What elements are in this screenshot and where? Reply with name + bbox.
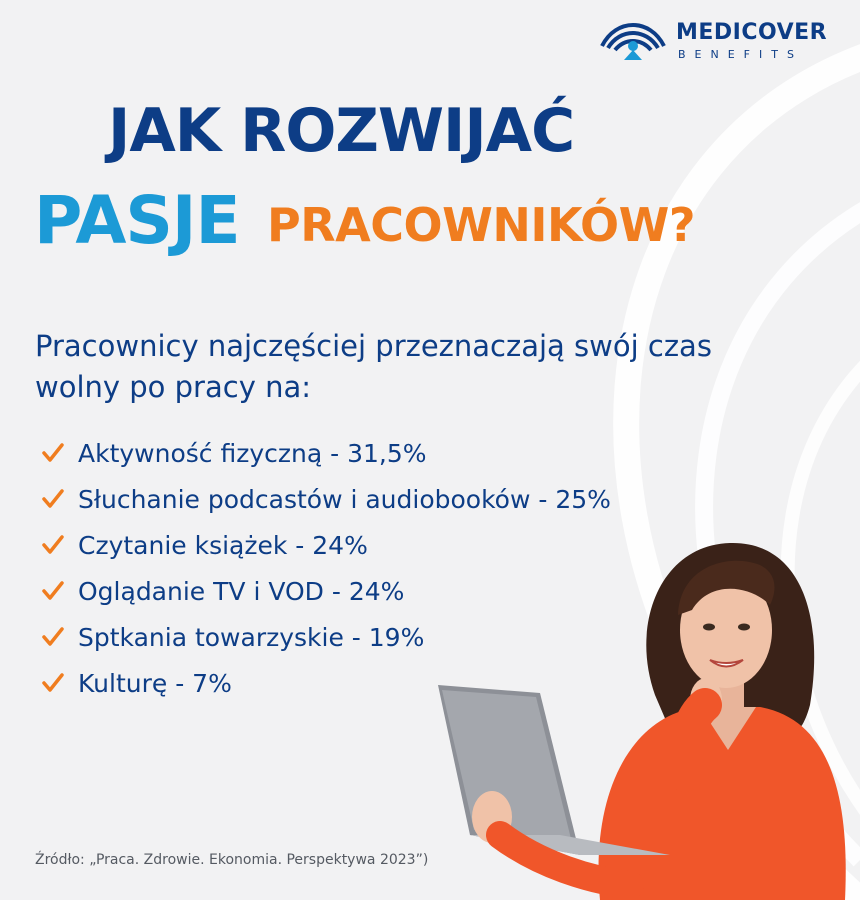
brand-tagline: BENEFITS (678, 48, 803, 61)
list-item-label: Kulturę - 7% (78, 668, 232, 698)
headline-rest: PRACOWNIKÓW? (267, 198, 696, 252)
source-note: Źródło: „Praca. Zdrowie. Ekonomia. Perspektywa 2023”) (35, 852, 429, 868)
check-icon (40, 670, 66, 696)
headline-line1: JAK ROZWIJAĆ (108, 96, 575, 166)
check-icon (40, 440, 66, 466)
brand-name: MEDICOVER (676, 20, 828, 45)
list-item-label: Słuchanie podcastów i audiobooków - 25% (78, 484, 611, 514)
list-item (40, 430, 611, 476)
list-item-label: Czytanie książek - 24% (78, 530, 368, 560)
list-item-label: Oglądanie TV i VOD - 24% (78, 576, 405, 606)
check-icon (40, 486, 66, 512)
check-icon (40, 578, 66, 604)
list-item-label: Aktywność fizyczną - 31,5% (78, 438, 427, 468)
medicover-emblem-icon (598, 16, 668, 62)
medicover-logo (598, 14, 838, 66)
check-icon (40, 532, 66, 558)
check-icon (40, 624, 66, 650)
woman-with-laptop-photo (430, 535, 860, 900)
list-item-label: Sptkania towarzyskie - 19% (78, 622, 425, 652)
headline-highlight: PASJE (34, 182, 240, 259)
list-item (40, 476, 611, 522)
intro-text: Pracownicy najczęściej przeznaczają swój czas wolny po pracy na: (35, 329, 712, 404)
